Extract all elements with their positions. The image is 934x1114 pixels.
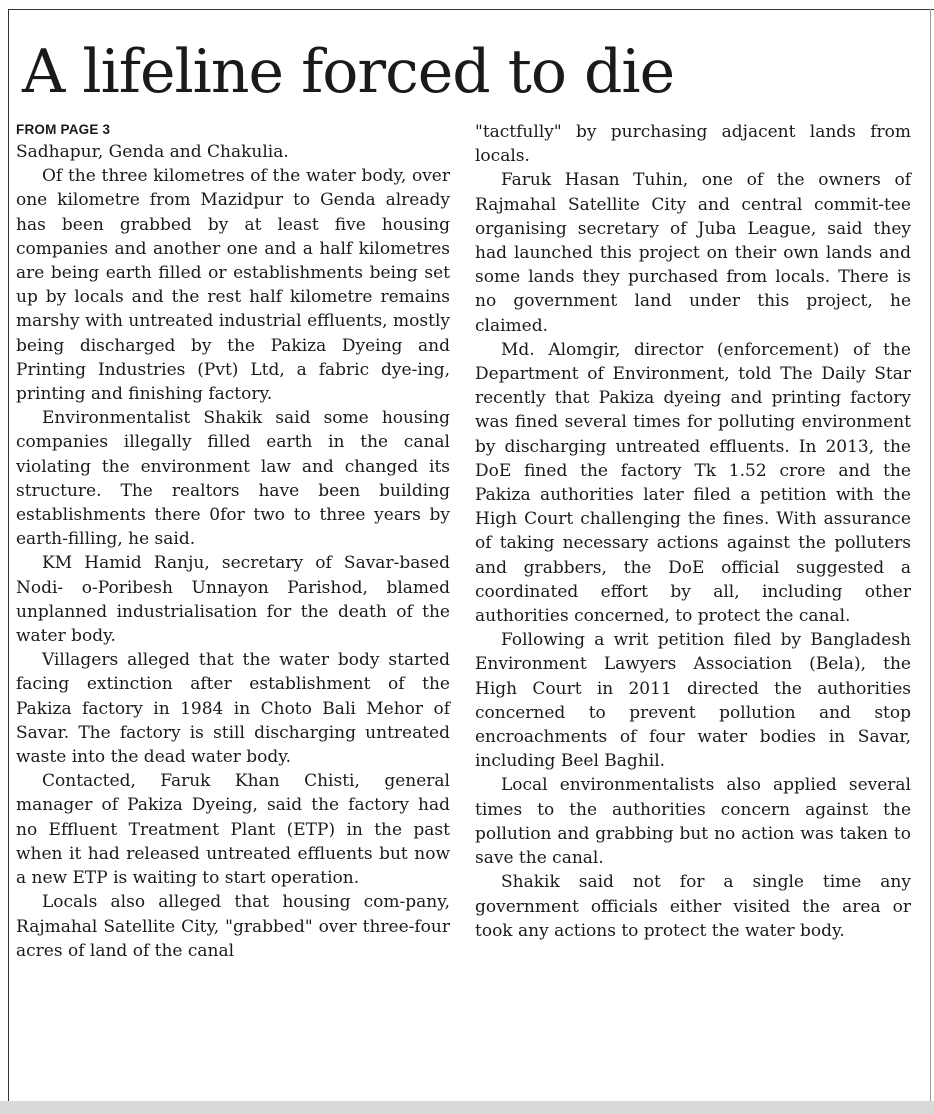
left-column <box>16 120 450 963</box>
top-border-rule <box>8 9 934 10</box>
paragraph: Local environmentalists also applied several times to the authorities concern against the pollution and grabbing but no action was taken to save the canal. <box>475 775 911 869</box>
bottom-scan-band <box>0 1101 934 1114</box>
right-border-rule <box>930 9 931 1101</box>
article-headline: A lifeline forced to die <box>22 37 675 107</box>
paragraph: Environmentalist Shakik said some housing companies illegally filled earth in the canal violating the environment law and changed its structure. The realtors have been building establishments there 0for two to three years by earth-filling, he said. <box>16 408 450 550</box>
paragraph: Villagers alleged that the water body started facing extinction after establishment of the Pakiza factory in 1984 in Choto Bali Mehor of Savar. The factory is still discharging untreated waste into the dead water body. <box>16 650 450 768</box>
paragraph: Faruk Hasan Tuhin, one of the owners of Rajmahal Satellite City and central commit-tee organising secretary of Juba League, said they had launched this project on their own lands and some lands they purchased from locals. There is no government land under this project, he claimed. <box>475 170 911 336</box>
paragraph: Sadhapur, Genda and Chakulia. <box>16 142 289 162</box>
paragraph: Following a writ petition filed by Bangladesh Environment Lawyers Association (Bela), the High Court in 2011 directed the authorities concerned to prevent pollution and stop encroachments of four water bodies in Savar, including Beel Baghil. <box>475 630 911 772</box>
paragraph: KM Hamid Ranju, secretary of Savar-based Nodi- o-Poribesh Unnayon Parishod, blamed unplanned industrialisation for the death of the water body. <box>16 553 450 647</box>
left-border-rule <box>8 9 9 1101</box>
paragraph: Shakik said not for a single time any government officials either visited the area or took any actions to protect the water body. <box>475 872 911 941</box>
continued-from-label: FROM PAGE 3 <box>16 122 111 137</box>
right-column <box>475 120 911 943</box>
paragraph: "tactfully" by purchasing adjacent lands from locals. <box>475 122 911 167</box>
paragraph: Of the three kilometres of the water body, over one kilometre from Mazidpur to Genda already has been grabbed by at least five housing companies and another one and a half kilometres are being earth filled or establishments being set up by locals and the rest half kilometre remains marshy with untreated industrial effluents, mostly being discharged by the Pakiza Dyeing and Printing Industries (Pvt) Ltd, a fabric dye-ing, printing and finishing factory. <box>16 166 450 405</box>
paragraph: Locals also alleged that housing com-pany, Rajmahal Satellite City, "grabbed" over three-four acres of land of the canal <box>16 892 450 961</box>
paragraph: Md. Alomgir, director (enforcement) of the Department of Environment, told The Daily Star recently that Pakiza dyeing and printing factory was fined several times for polluting environment by discharging untreated effluents. In 2013, the DoE fined the factory Tk 1.52 crore and the Pakiza authorities later filed a petition with the High Court challenging the fines. With assurance of taking necessary actions against the polluters and grabbers, the DoE official suggested a coordinated effort by all, including other authorities concerned, to protect the canal. <box>475 339 911 627</box>
paragraph: Contacted, Faruk Khan Chisti, general manager of Pakiza Dyeing, said the factory had no Effluent Treatment Plant (ETP) in the past when it had released untreated effluents but now a new ETP is waiting to start operation. <box>16 771 450 889</box>
